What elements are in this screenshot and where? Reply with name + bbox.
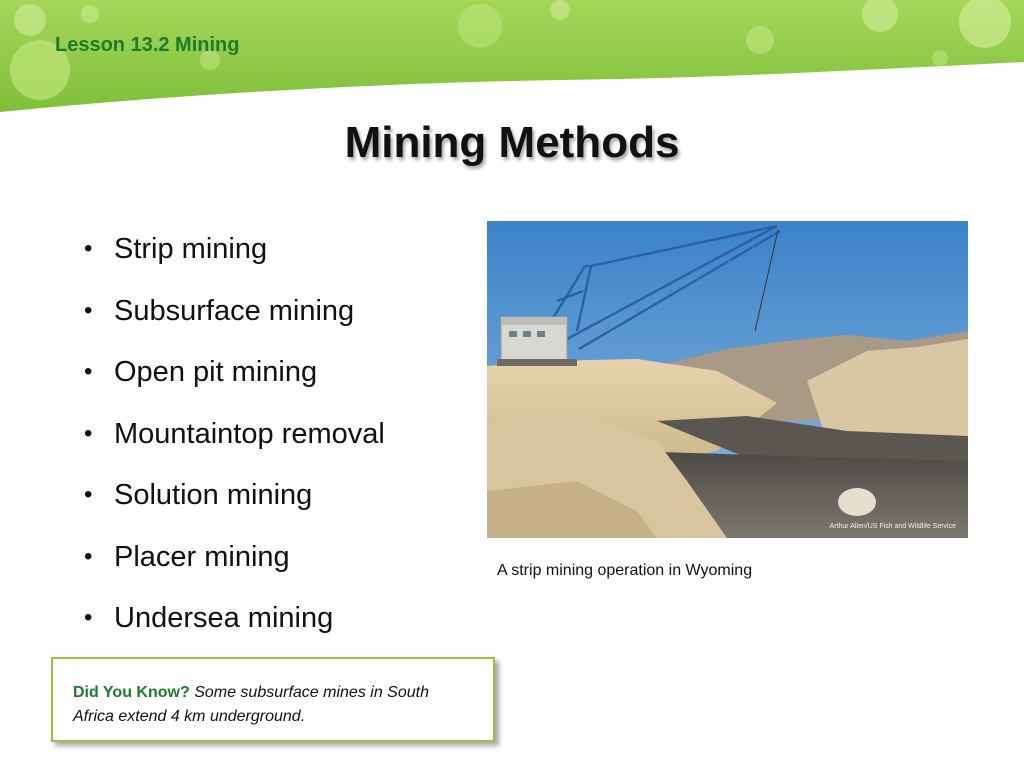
figure-caption: A strip mining operation in Wyoming bbox=[497, 562, 753, 579]
bullet-list bbox=[84, 228, 385, 659]
bullet-icon: • bbox=[84, 419, 93, 447]
strip-mine-photo bbox=[487, 221, 968, 538]
lesson-label: Lesson 13.2 Mining bbox=[55, 34, 240, 56]
bullet-text: Mountaintop removal bbox=[114, 417, 385, 450]
bullet-icon: • bbox=[84, 604, 93, 631]
list-item bbox=[84, 290, 385, 352]
list-item bbox=[84, 474, 385, 536]
callout-text: Some subsurface mines in South Africa extend 4 km underground. bbox=[73, 684, 429, 725]
bullet-text: Undersea mining bbox=[114, 602, 334, 634]
bullet-text: Solution mining bbox=[114, 479, 313, 511]
bullet-icon: • bbox=[84, 296, 93, 324]
list-item bbox=[84, 228, 385, 290]
bullet-text: Strip mining bbox=[114, 233, 268, 265]
list-item bbox=[84, 597, 385, 659]
bullet-icon: • bbox=[84, 542, 93, 570]
photo-credit: Arthur Allen/US Fish and Wildlife Service bbox=[829, 523, 956, 530]
did-you-know-callout bbox=[51, 657, 495, 742]
bullet-text: Placer mining bbox=[114, 540, 290, 573]
header-band bbox=[0, 0, 1024, 120]
list-item bbox=[84, 413, 385, 475]
callout-label: Did You Know? bbox=[73, 684, 190, 701]
list-item bbox=[84, 351, 385, 413]
list-item bbox=[84, 536, 385, 598]
slide-title: Mining Methods bbox=[344, 118, 680, 167]
bullet-icon: • bbox=[84, 358, 93, 385]
bullet-icon: • bbox=[84, 235, 93, 262]
bullet-text: Open pit mining bbox=[114, 356, 318, 388]
bullet-text: Subsurface mining bbox=[114, 294, 355, 327]
bullet-icon: • bbox=[84, 481, 93, 508]
